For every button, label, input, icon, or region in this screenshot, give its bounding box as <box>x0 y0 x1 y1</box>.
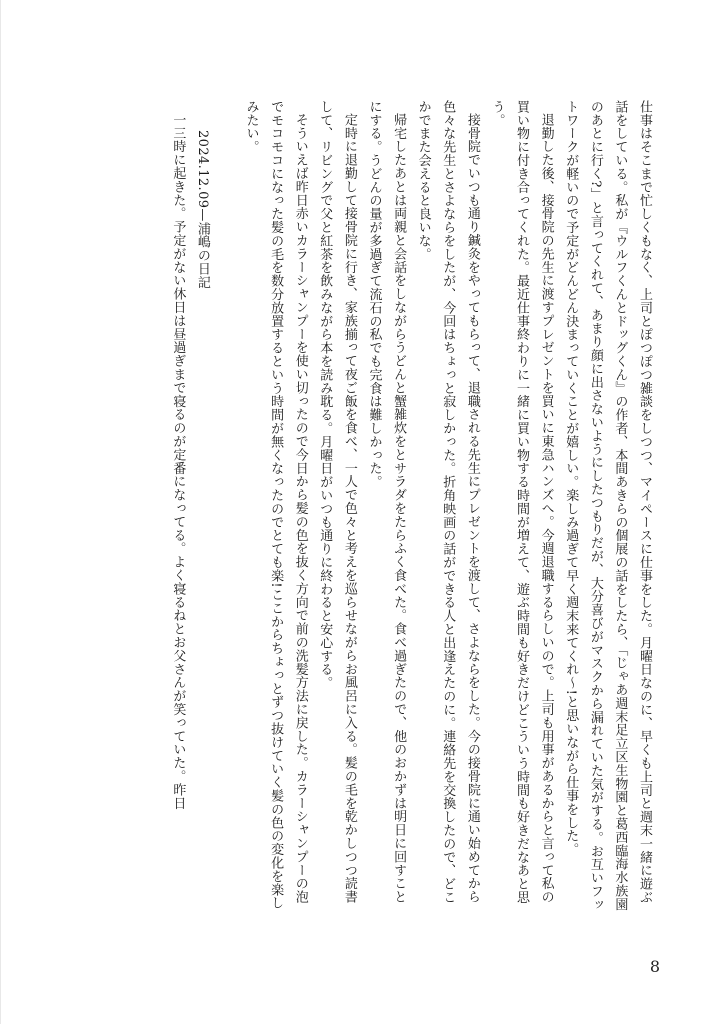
closing-paragraph: 一三時に起きた。予定がない休日は昼過ぎまで寝るのが定番になってる。よく寝るねとお父さんが笑っていた。昨日 <box>170 113 186 810</box>
paragraph-3: 接骨院でいつも通り鍼灸をやってもらって、退職される先生にプレゼントを渡して、さよならをした。今の接骨院に通い始めてから色々な先生とさよならをしたが、今回はちょっと寂しかった。折角映画の話ができる人と出逢えたのに。連絡先を交換したので、どこかでまた会えると良いな。 <box>415 100 480 904</box>
page-number: 8 <box>649 957 660 976</box>
paragraph-2: 退勤した後、接骨院の先生に渡すプレゼントを買いに東急ハンズへ。今週退職するらしいので。上司も用事があるからと言って私の買い物に付き合ってくれた。最近仕事終わりに一緒に買い物する時間が増えて、遊ぶ時間も好きだけどこういう時間も好きだなあと思う。 <box>489 100 554 904</box>
vertical-text-body <box>36 100 656 912</box>
paragraph-5: 定時に退勤して接骨院に行き、家族揃って夜ご飯を食べ、一人で色々と考えを巡らせながらお風呂に入る。髪の毛を乾かしつつ読書して、リビングで父と紅茶を飲みながら本を読み耽る。月曜日がいつも通りに終わると安心する。 <box>317 100 357 904</box>
paragraph-4: 帰宅したあとは両親と会話をしながらうどんと蟹雑炊をとサラダをたらふく食べた。食べ過ぎたので、他のおかずは明日に回すことにする。うどんの量が多過ぎて流石の私でも完食は難しかった。 <box>366 100 407 904</box>
diary-date-heading: 2024.12.09—浦嶋の日記 <box>194 130 210 289</box>
paragraph-6: そういえば昨日赤いカラーシャンプーを使い切ったので今日から髪の色を抜く方向で前の洗髪方法に戻した。カラーシャンプーの泡でモコモコになった髪の毛を数分放置するという時間が無くなったのでとても楽!ここからちょっとずつ抜けていく髪の色の変化を楽しみたい。 <box>243 100 308 910</box>
paragraph-1: 仕事はそこまで忙しくもなく、上司とぽつぽつ雑談をしつつ、マイペースに仕事をした。月曜日なのに、早くも上司と週末一緒に遊ぶ話をしている。私が『ウルフくんとドッグくん』の作者、本間あきらの個展の話をしたら、「じゃあ週末足立区生物園と葛西臨海水族園のあとに行く?」と言ってくれて、あまり顔に出さないようにしたつもりだが、大分喜びがマスクから漏れていた気がする。お互いフットワークが軽いので予定がどんどん決まっていくことが嬉しい。楽しみ過ぎて早く週末来てくれ〜!と思いながら仕事をした。 <box>563 100 652 912</box>
